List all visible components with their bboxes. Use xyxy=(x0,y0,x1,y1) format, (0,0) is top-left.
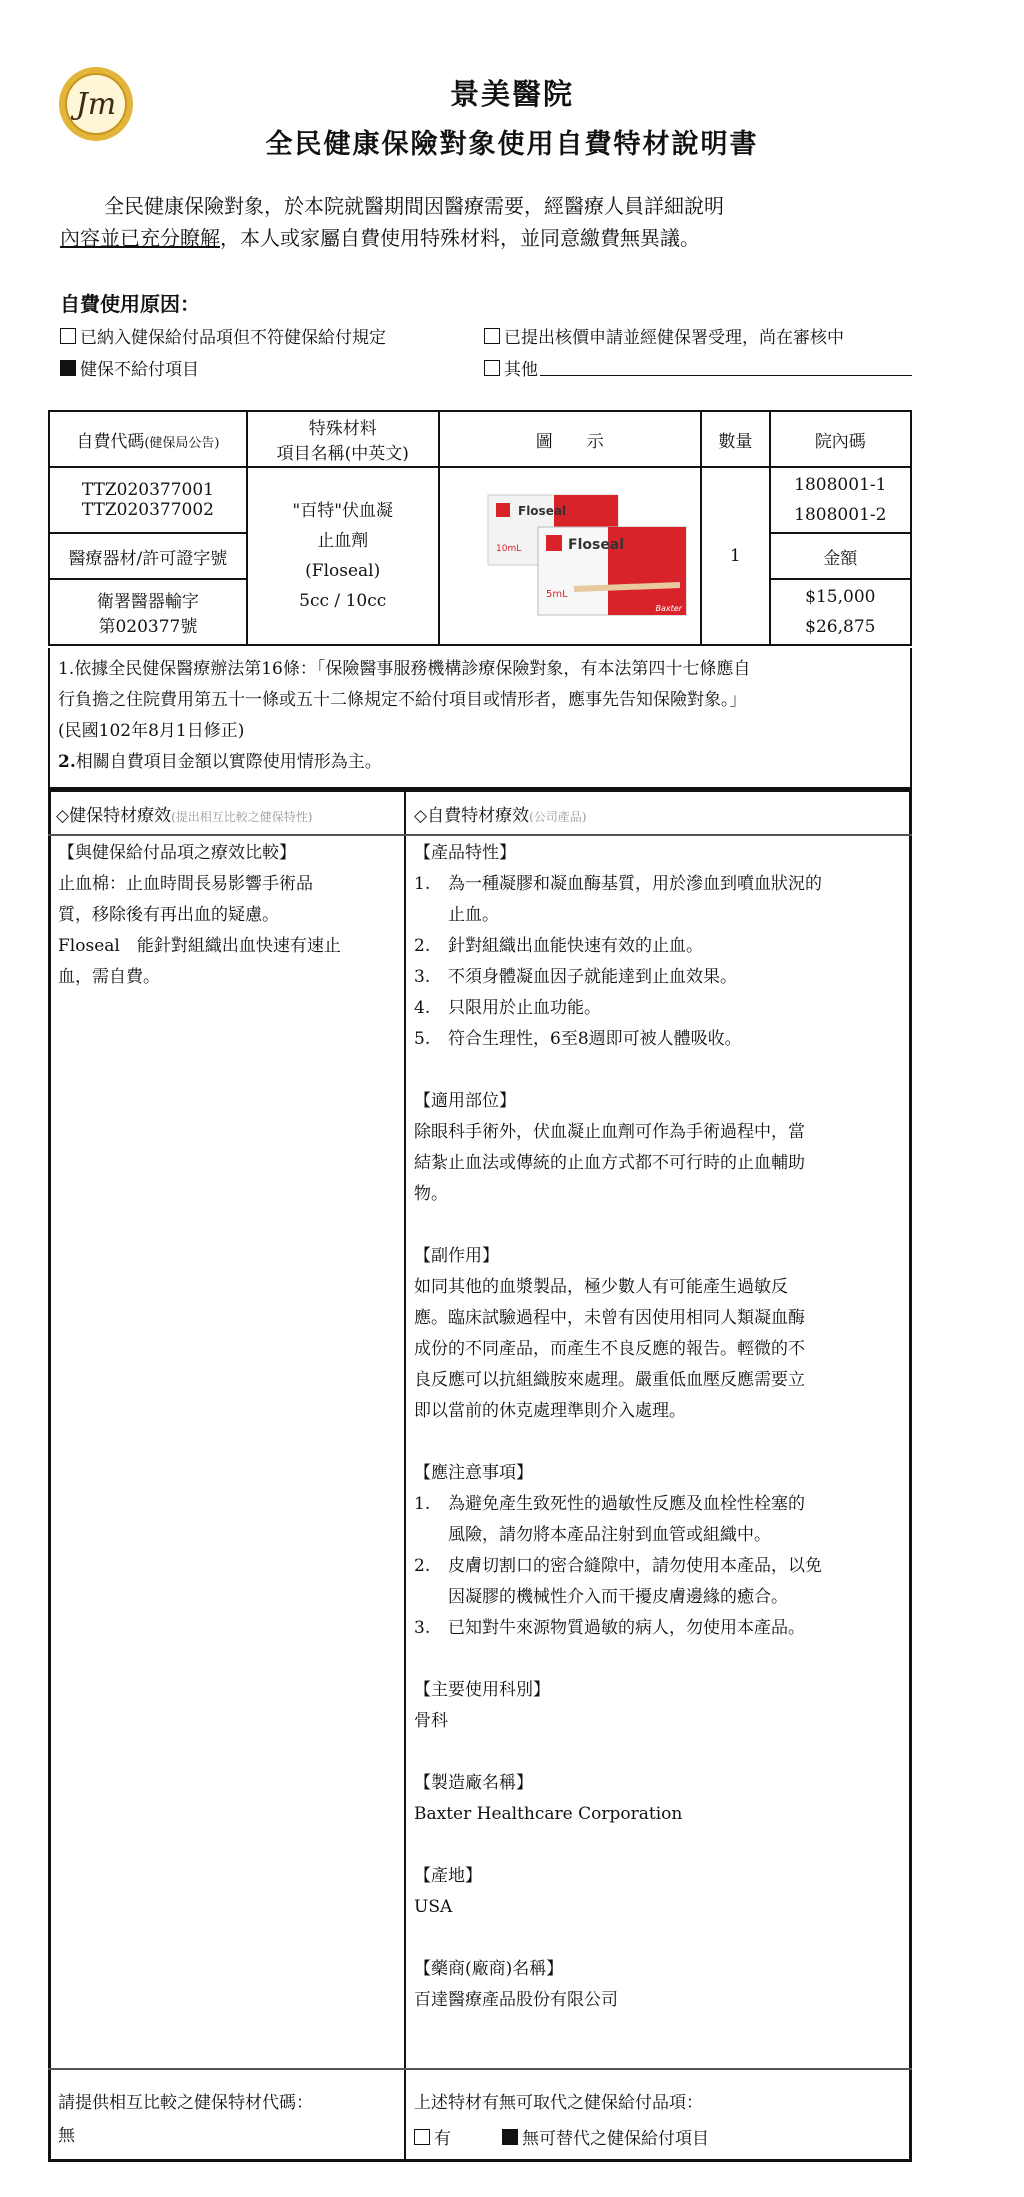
maker-label: Baxter xyxy=(655,604,682,613)
intro-rest: ，本人或家屬自費使用特殊材料，並同意繳費無異議。 xyxy=(220,226,700,250)
notice-line-4: 2.相關自費項目金額以實際使用情形為主。 xyxy=(58,752,382,772)
column-divider xyxy=(404,789,406,2162)
brand-label-back: Floseal xyxy=(518,504,567,518)
manufacturer-title: 【製造廠名稱】 xyxy=(414,1773,533,1793)
reason-heading: 自費使用原因： xyxy=(60,292,200,316)
footer-option-label: 無可替代之健保給付項目 xyxy=(522,2129,709,2149)
code-cell: TTZ020377001 TTZ020377002 xyxy=(49,467,247,533)
reason-option-label: 已納入健保給付品項但不符健保給付規定 xyxy=(80,328,386,348)
site-text: 除眼科手術外，伏血凝止血劑可作為手術過程中，當 結紮止血法或傳統的止血方式都不可行時的止血輔助 物。 xyxy=(414,1122,805,1204)
checkbox-icon[interactable] xyxy=(414,2129,430,2145)
feature-list xyxy=(414,869,906,1055)
product-photo xyxy=(484,487,691,626)
right-column-header: ◇自費特材療效(公司產品) xyxy=(414,806,587,826)
hospital-code-cell: 1808001-1 1808001-2 xyxy=(770,467,911,533)
list-item: 3. 已知對牛來源物質過敏的病人，勿使用本產品。 xyxy=(414,1618,805,1638)
manufacturer-value: Baxter Healthcare Corporation xyxy=(414,1804,683,1824)
license-value: 衛署醫器輸字 第020377號 xyxy=(49,579,247,645)
reason-option-label: 其他 xyxy=(504,360,538,380)
list-item: 5. 符合生理性，6至8週即可被人體吸收。 xyxy=(414,1029,742,1049)
checkbox-icon[interactable] xyxy=(60,328,76,344)
list-item: 3. 不須身體凝血因子就能達到止血效果。 xyxy=(414,967,737,987)
product-name-cell: "百特"伏血凝 止血劑 (Floseal) 5cc / 10cc xyxy=(247,467,439,645)
hospital-name: 景美醫院 xyxy=(449,77,574,111)
footer-option-yes[interactable] xyxy=(414,2124,451,2149)
list-item: 1. 為一種凝膠和凝血酶基質，用於滲血到噴血狀況的 止血。 xyxy=(414,874,822,925)
brand-label-front: Floseal xyxy=(568,537,625,553)
footer-option-label: 有 xyxy=(434,2129,451,2149)
department-value: 骨科 xyxy=(414,1711,448,1731)
notice-box xyxy=(48,648,912,789)
right-footer-question: 上述特材有無可取代之健保給付品項： xyxy=(414,2093,703,2113)
material-table xyxy=(48,410,912,646)
site-title: 【適用部位】 xyxy=(414,1091,516,1111)
feature-title: 【產品特性】 xyxy=(414,843,516,863)
header-divider xyxy=(48,834,912,836)
origin-title: 【產地】 xyxy=(414,1866,482,1886)
size-label-back: 10mL xyxy=(496,544,522,554)
notice-line-2: 行負擔之住院費用第五十一條或五十二條規定不給付項目或情形者，應事先告知保險對象。」 xyxy=(58,690,747,710)
list-item: 1. 為避免產生致死性的過敏性反應及血栓性栓塞的 風險，請勿將本產品注射到血管或組織中。 xyxy=(414,1494,805,1545)
reason-option-4[interactable] xyxy=(484,355,912,380)
left-comparison-text: 止血棉：止血時間長易影響手術品 質，移除後有再出血的疑慮。 Floseal 能針對組織出血快速有速止 血，需自費。 xyxy=(58,874,341,987)
left-column-header: ◇健保特材療效(提出相互比較之健保特性) xyxy=(56,806,313,826)
reason-option-label: 健保不給付項目 xyxy=(80,360,199,380)
footer-option-none[interactable] xyxy=(502,2124,709,2149)
list-item: 2. 針對組織出血能快速有效的止血。 xyxy=(414,936,703,956)
left-footer-answer: 無 xyxy=(58,2126,75,2146)
department-title: 【主要使用科別】 xyxy=(414,1680,550,1700)
notice-line-3: (民國102年8月1日修正) xyxy=(58,721,245,741)
logo-text: Jm xyxy=(75,87,117,122)
origin-value: USA xyxy=(414,1897,453,1917)
side-effect-text: 如同其他的血漿製品，極少數人有可能產生過敏反 應。臨床試驗過程中，未曾有因使用相同人類凝血酶 成份的不同產品，而產生不良反應的報告。輕微的不 良反應可以抗組織胺來處理。嚴重低血壓反應需要立 即以當前的休克處理準則介入處理。 xyxy=(414,1277,805,1421)
reason-option-3[interactable] xyxy=(60,355,199,380)
reason-option-1[interactable] xyxy=(60,323,386,348)
dealer-title: 【藥商(廠商)名稱】 xyxy=(414,1959,564,1979)
license-label: 醫療器材/許可證字號 xyxy=(49,533,247,579)
intro-line-1: 全民健康保險對象，於本院就醫期間因醫療需要，經醫療人員詳細說明 xyxy=(104,194,724,218)
intro-line-2 xyxy=(60,222,700,254)
list-item: 2. 皮膚切割口的密合縫隙中，請勿使用本產品，以免 因凝膠的機械性介入而干擾皮膚邊緣的癒合。 xyxy=(414,1556,822,1607)
reason-option-2[interactable] xyxy=(484,323,844,348)
other-blank-line[interactable] xyxy=(540,359,912,376)
quantity-cell: 1 xyxy=(701,467,770,645)
notice-line-1: 1.依據全民健保醫療辦法第16條：「保險醫事服務機構診療保險對象，有本法第四十七條應自 xyxy=(58,659,751,679)
checkbox-icon[interactable] xyxy=(484,328,500,344)
side-effect-title: 【副作用】 xyxy=(414,1246,499,1266)
list-item: 4. 只限用於止血功能。 xyxy=(414,998,601,1018)
left-footer-question: 請提供相互比較之健保特材代碼： xyxy=(58,2093,313,2113)
caution-title: 【應注意事項】 xyxy=(414,1463,533,1483)
amount-value: $15,000 $26,875 xyxy=(770,579,911,645)
header-code: 自費代碼(健保局公告) xyxy=(49,411,247,467)
left-section-title: 【與健保給付品項之療效比較】 xyxy=(58,843,296,863)
header-hospital-code: 院內碼 xyxy=(770,411,911,467)
dealer-value: 百達醫療產品股份有限公司 xyxy=(414,1990,618,2010)
size-label-front: 5mL xyxy=(546,589,568,600)
checkbox-icon[interactable] xyxy=(484,360,500,376)
checked-checkbox-icon[interactable] xyxy=(60,360,76,376)
header-item-name: 特殊材料 項目名稱(中英文) xyxy=(247,411,439,467)
footer-divider xyxy=(48,2068,912,2070)
caution-list xyxy=(414,1489,906,1644)
document-title: 全民健康保險對象使用自費特材說明書 xyxy=(265,129,759,160)
header-quantity: 數量 xyxy=(701,411,770,467)
checked-checkbox-icon[interactable] xyxy=(502,2129,518,2145)
amount-label: 金額 xyxy=(770,533,911,579)
intro-underlined: 內容並已充分瞭解 xyxy=(60,226,220,250)
reason-option-label: 已提出核價申請並經健保署受理，尚在審核中 xyxy=(504,328,844,348)
right-column-content xyxy=(414,838,906,2016)
header-image: 圖 示 xyxy=(439,411,701,467)
